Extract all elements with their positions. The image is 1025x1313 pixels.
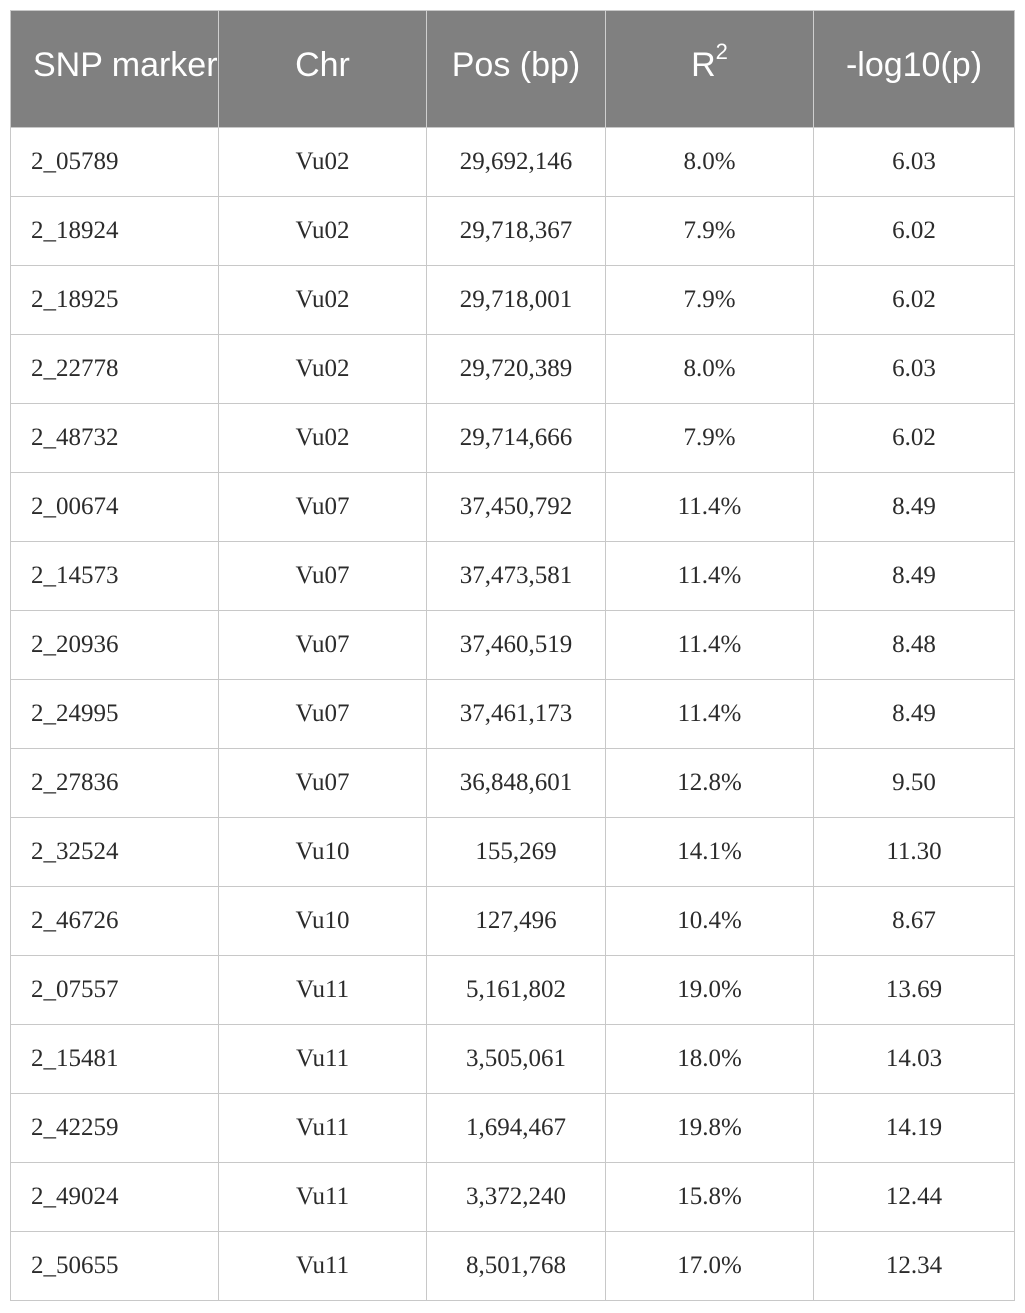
header-r2 (606, 11, 814, 128)
cell-pos: 37,473,581 (427, 542, 606, 611)
cell-chr: Vu11 (219, 1094, 427, 1163)
cell-log10p: 14.03 (814, 1025, 1015, 1094)
cell-r2: 17.0% (606, 1232, 814, 1301)
header-row (11, 11, 1015, 128)
cell-pos: 29,718,001 (427, 266, 606, 335)
cell-log10p: 9.50 (814, 749, 1015, 818)
cell-pos: 29,692,146 (427, 128, 606, 197)
cell-chr: Vu02 (219, 335, 427, 404)
table-row (11, 680, 1015, 749)
cell-log10p: 6.02 (814, 266, 1015, 335)
cell-log10p: 6.03 (814, 128, 1015, 197)
cell-r2: 18.0% (606, 1025, 814, 1094)
cell-log10p: 6.03 (814, 335, 1015, 404)
cell-pos: 3,505,061 (427, 1025, 606, 1094)
cell-snp-marker: 2_18925 (11, 266, 219, 335)
cell-r2: 8.0% (606, 128, 814, 197)
cell-chr: Vu11 (219, 956, 427, 1025)
cell-chr: Vu07 (219, 611, 427, 680)
cell-chr: Vu02 (219, 128, 427, 197)
cell-chr: Vu02 (219, 197, 427, 266)
cell-snp-marker: 2_05789 (11, 128, 219, 197)
cell-r2: 19.0% (606, 956, 814, 1025)
cell-log10p: 8.49 (814, 542, 1015, 611)
cell-chr: Vu10 (219, 887, 427, 956)
table-row (11, 404, 1015, 473)
cell-snp-marker: 2_46726 (11, 887, 219, 956)
table-row (11, 887, 1015, 956)
cell-r2: 11.4% (606, 542, 814, 611)
cell-chr: Vu11 (219, 1232, 427, 1301)
cell-snp-marker: 2_50655 (11, 1232, 219, 1301)
cell-chr: Vu07 (219, 473, 427, 542)
cell-snp-marker: 2_32524 (11, 818, 219, 887)
table-row (11, 266, 1015, 335)
cell-pos: 1,694,467 (427, 1094, 606, 1163)
cell-r2: 12.8% (606, 749, 814, 818)
cell-r2: 7.9% (606, 404, 814, 473)
cell-snp-marker: 2_27836 (11, 749, 219, 818)
snp-table (10, 10, 1015, 1301)
cell-log10p: 8.49 (814, 473, 1015, 542)
cell-log10p: 12.44 (814, 1163, 1015, 1232)
table-row (11, 1025, 1015, 1094)
cell-snp-marker: 2_20936 (11, 611, 219, 680)
cell-pos: 3,372,240 (427, 1163, 606, 1232)
cell-chr: Vu02 (219, 266, 427, 335)
cell-snp-marker: 2_15481 (11, 1025, 219, 1094)
table-row (11, 956, 1015, 1025)
cell-r2: 7.9% (606, 197, 814, 266)
table-row (11, 473, 1015, 542)
cell-chr: Vu02 (219, 404, 427, 473)
table-row (11, 128, 1015, 197)
table-body (11, 128, 1015, 1301)
table-row (11, 1163, 1015, 1232)
cell-pos: 8,501,768 (427, 1232, 606, 1301)
cell-pos: 37,450,792 (427, 473, 606, 542)
header-r2-superscript: 2 (715, 39, 728, 65)
cell-log10p: 12.34 (814, 1232, 1015, 1301)
cell-chr: Vu10 (219, 818, 427, 887)
cell-log10p: 11.30 (814, 818, 1015, 887)
cell-chr: Vu11 (219, 1163, 427, 1232)
cell-r2: 15.8% (606, 1163, 814, 1232)
cell-chr: Vu07 (219, 542, 427, 611)
cell-snp-marker: 2_07557 (11, 956, 219, 1025)
cell-snp-marker: 2_18924 (11, 197, 219, 266)
cell-snp-marker: 2_49024 (11, 1163, 219, 1232)
cell-r2: 11.4% (606, 680, 814, 749)
header-log10p (814, 11, 1015, 128)
cell-log10p: 6.02 (814, 404, 1015, 473)
cell-snp-marker: 2_24995 (11, 680, 219, 749)
header-pos-label: Pos (bp) (451, 45, 581, 84)
header-pos (427, 11, 606, 128)
cell-pos: 127,496 (427, 887, 606, 956)
cell-snp-marker: 2_48732 (11, 404, 219, 473)
cell-chr: Vu07 (219, 680, 427, 749)
table-row (11, 542, 1015, 611)
cell-pos: 37,460,519 (427, 611, 606, 680)
cell-pos: 29,718,367 (427, 197, 606, 266)
cell-r2: 7.9% (606, 266, 814, 335)
cell-r2: 14.1% (606, 818, 814, 887)
table-row (11, 1232, 1015, 1301)
cell-snp-marker: 2_22778 (11, 335, 219, 404)
cell-r2: 19.8% (606, 1094, 814, 1163)
cell-pos: 5,161,802 (427, 956, 606, 1025)
cell-log10p: 8.48 (814, 611, 1015, 680)
cell-chr: Vu07 (219, 749, 427, 818)
cell-log10p: 8.67 (814, 887, 1015, 956)
cell-log10p: 13.69 (814, 956, 1015, 1025)
table-row (11, 1094, 1015, 1163)
cell-pos: 155,269 (427, 818, 606, 887)
table-row (11, 335, 1015, 404)
cell-r2: 8.0% (606, 335, 814, 404)
cell-snp-marker: 2_14573 (11, 542, 219, 611)
cell-snp-marker: 2_00674 (11, 473, 219, 542)
table-row (11, 197, 1015, 266)
header-r2-label: R (691, 45, 716, 84)
table-header (11, 11, 1015, 128)
cell-chr: Vu11 (219, 1025, 427, 1094)
header-chr (219, 11, 427, 128)
cell-log10p: 14.19 (814, 1094, 1015, 1163)
cell-pos: 29,720,389 (427, 335, 606, 404)
cell-r2: 11.4% (606, 611, 814, 680)
snp-table-container (10, 10, 1014, 1301)
cell-pos: 37,461,173 (427, 680, 606, 749)
header-snp-marker-label: SNP marker (33, 46, 218, 84)
table-row (11, 818, 1015, 887)
cell-r2: 11.4% (606, 473, 814, 542)
header-chr-label: Chr (295, 45, 350, 84)
cell-pos: 36,848,601 (427, 749, 606, 818)
cell-r2: 10.4% (606, 887, 814, 956)
header-log10p-label: -log10(p) (845, 45, 983, 84)
header-snp-marker (11, 11, 219, 128)
cell-snp-marker: 2_42259 (11, 1094, 219, 1163)
table-row (11, 611, 1015, 680)
cell-log10p: 6.02 (814, 197, 1015, 266)
cell-pos: 29,714,666 (427, 404, 606, 473)
cell-log10p: 8.49 (814, 680, 1015, 749)
table-row (11, 749, 1015, 818)
